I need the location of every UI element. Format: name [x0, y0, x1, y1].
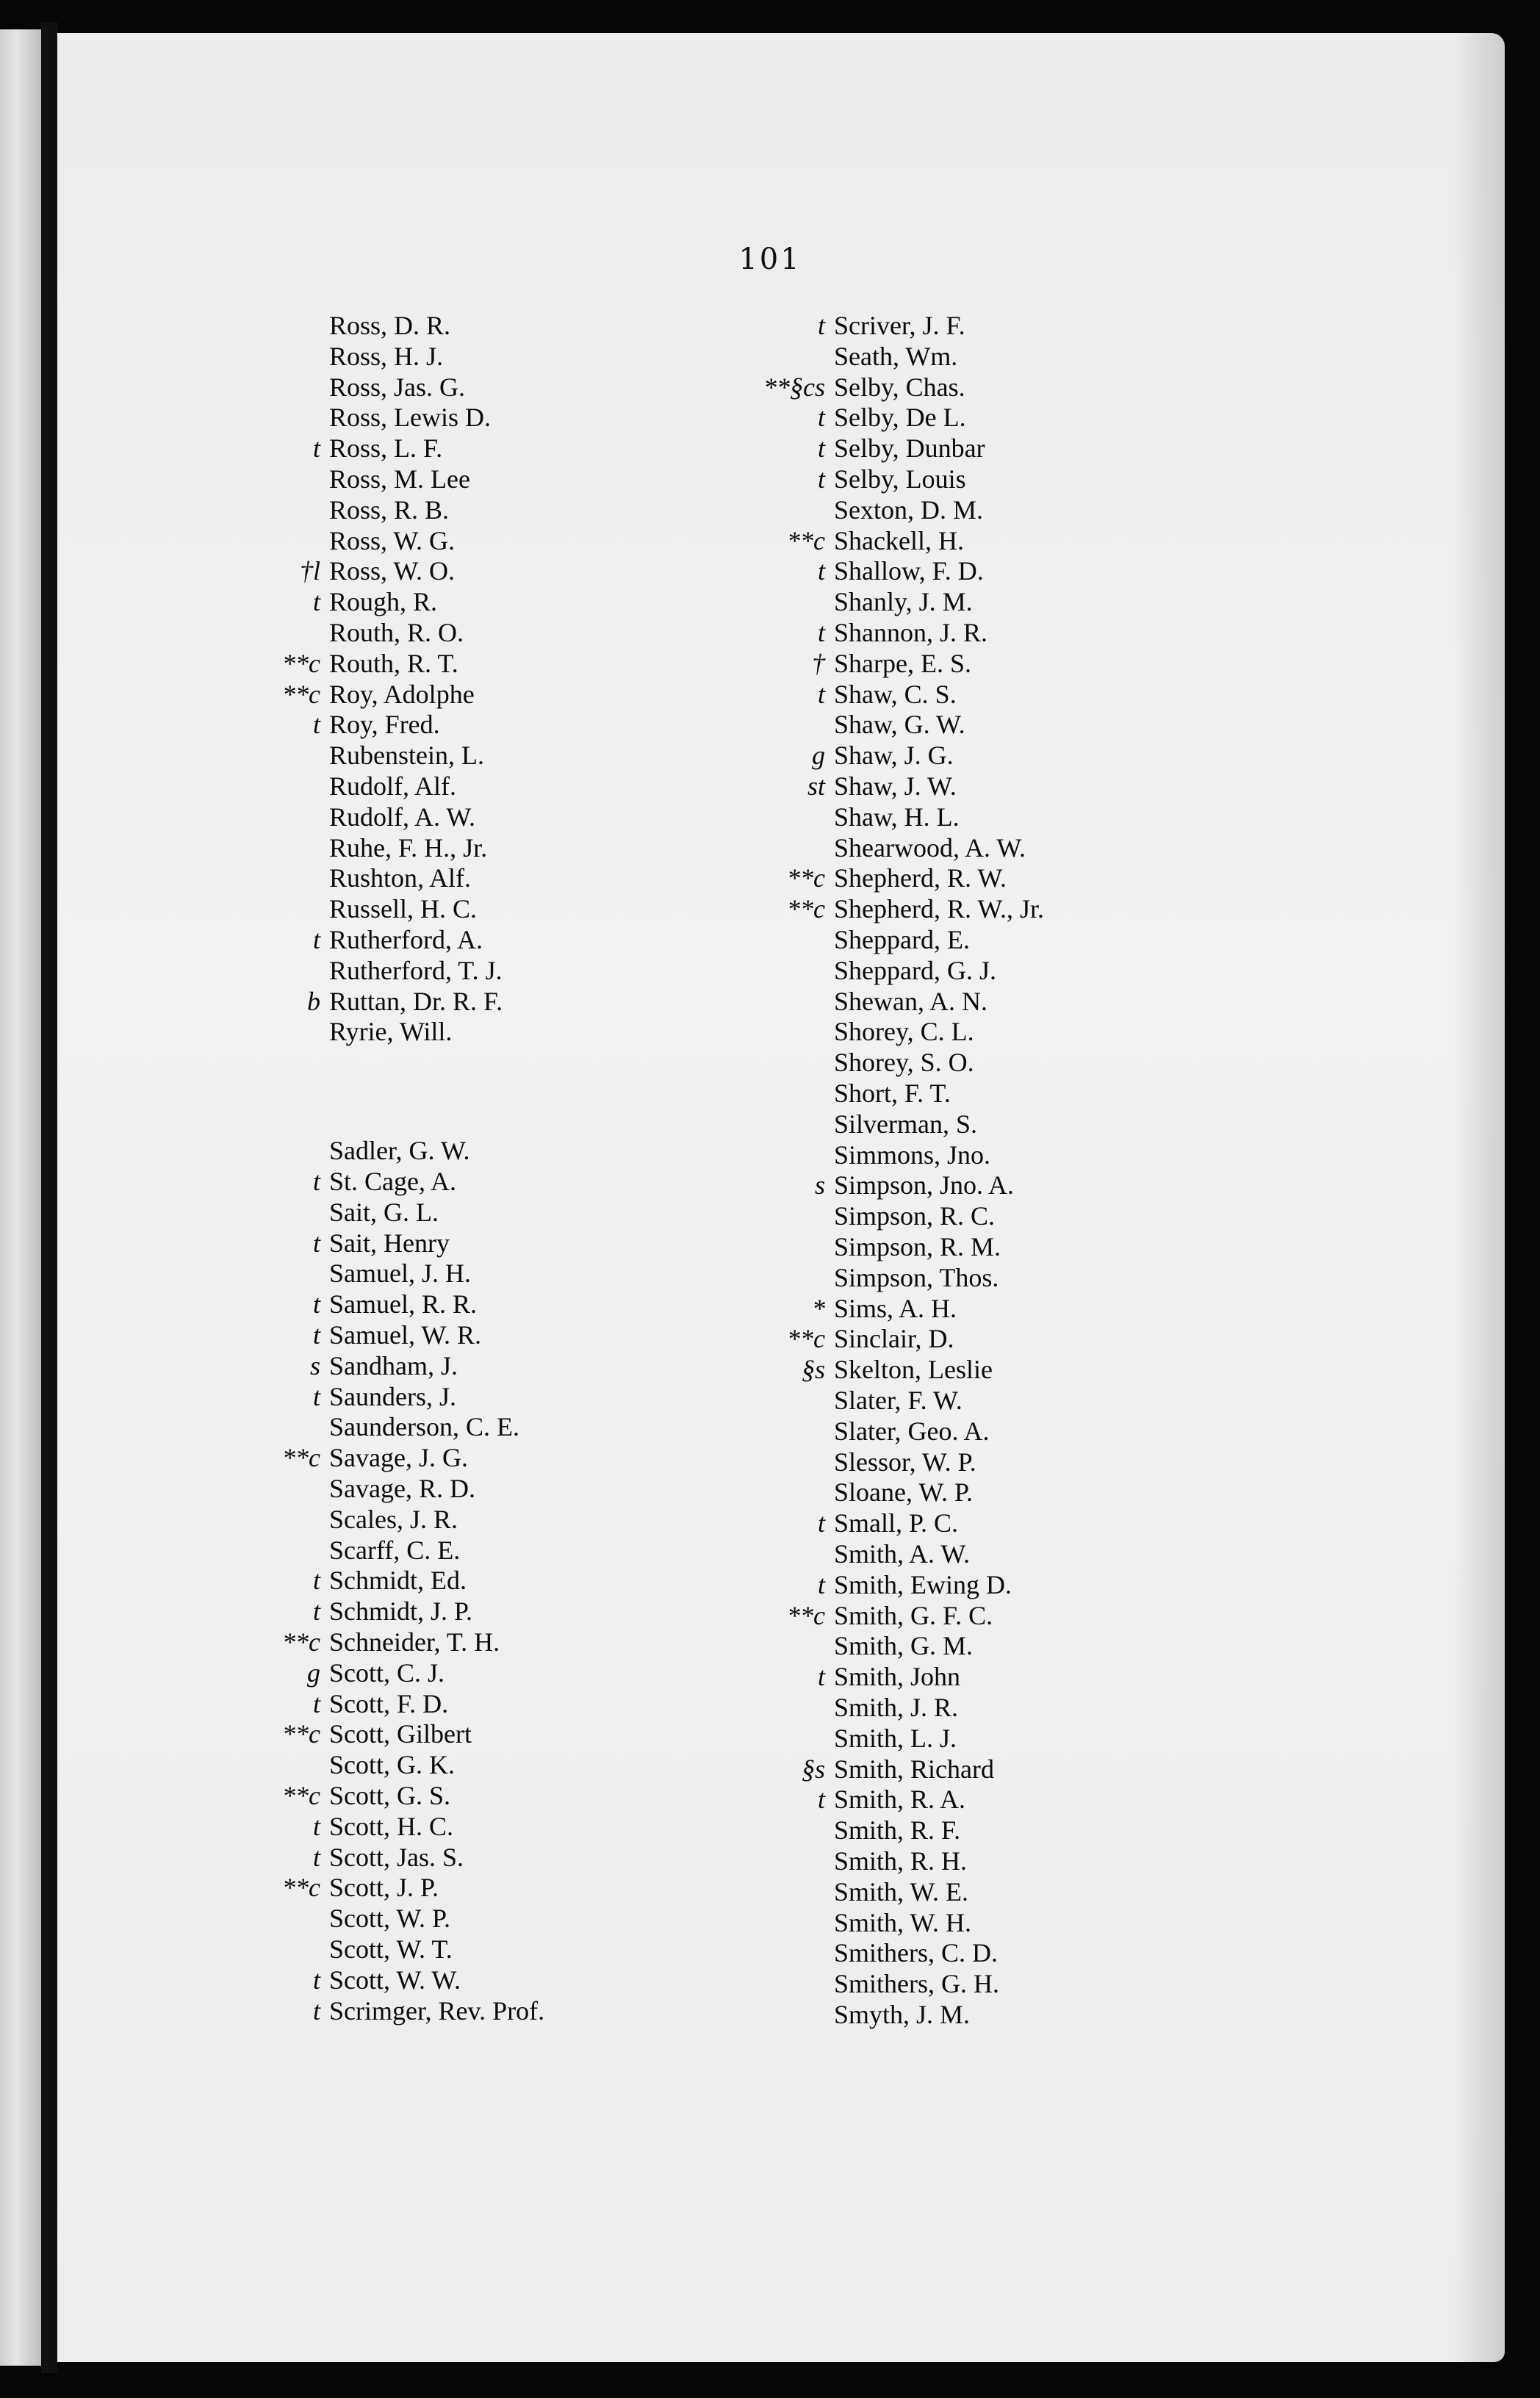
entry-mark: t: [312, 1167, 320, 1196]
list-item: [197, 771, 456, 802]
entry-mark: §s: [801, 1355, 825, 1385]
list-item: [197, 1319, 481, 1350]
entry-mark: t: [312, 1842, 320, 1872]
list-item: [702, 648, 971, 679]
entry-mark: **c: [282, 1873, 320, 1903]
list-item: [702, 1293, 957, 1324]
entry-mark: t: [312, 1289, 320, 1319]
list-item: [702, 1538, 970, 1569]
list-item: [197, 955, 503, 986]
list-item: [197, 893, 477, 924]
entry-name: Ross, D. R.: [329, 311, 451, 340]
list-item: [702, 1692, 958, 1723]
list-item: [702, 986, 987, 1017]
entry-name: Ryrie, Will.: [329, 1017, 453, 1047]
list-item: [197, 1718, 472, 1749]
entry-name: Smith, W. H.: [834, 1907, 972, 1937]
entry-name: Silverman, S.: [834, 1109, 977, 1139]
entry-mark: t: [312, 925, 320, 954]
list-item: [702, 1600, 993, 1631]
entry-mark: t: [312, 1811, 320, 1841]
entry-name: Rough, R.: [329, 587, 438, 617]
entry-mark: t: [312, 433, 320, 464]
entry-name: Sandham, J.: [329, 1350, 458, 1380]
entry-mark: t: [312, 1381, 320, 1411]
list-item: [702, 1569, 1012, 1600]
entry-name: Slessor, W. P.: [834, 1447, 976, 1477]
entry-mark: t: [312, 587, 320, 617]
entry-name: Scarff, C. E.: [329, 1535, 461, 1565]
entry-name: Shorey, C. L.: [834, 1017, 974, 1047]
entry-name: Roy, Fred.: [329, 710, 440, 740]
entry-mark: t: [312, 1596, 320, 1627]
entry-name: Routh, R. T.: [329, 648, 458, 678]
entry-mark: *: [812, 1293, 825, 1323]
list-item: [197, 1016, 452, 1047]
entry-name: Ross, R. B.: [329, 494, 450, 525]
list-item: [702, 1723, 957, 1754]
entry-name: Rubenstein, L.: [329, 741, 484, 771]
entry-mark: t: [312, 1965, 320, 1995]
list-item: [702, 1937, 998, 1968]
entry-name: Schmidt, J. P.: [329, 1596, 473, 1627]
list-item: [197, 1565, 467, 1596]
list-item: [197, 1903, 450, 1934]
entry-name: Shorey, S. O.: [834, 1048, 974, 1078]
list-item: [702, 1200, 995, 1231]
entry-name: Sexton, D. M.: [834, 494, 984, 525]
entry-name: Selby, Chas.: [834, 372, 965, 402]
entry-name: Saunders, J.: [329, 1381, 456, 1411]
entry-name: Simpson, Thos.: [834, 1262, 999, 1292]
list-item: [197, 1350, 458, 1381]
list-item: [702, 955, 996, 986]
list-item: [197, 617, 464, 648]
list-item: [702, 1508, 958, 1538]
entry-name: Sharpe, E. S.: [834, 648, 971, 678]
entry-name: Rushton, Alf.: [329, 863, 472, 893]
entry-name: Scott, Jas. S.: [329, 1842, 464, 1872]
list-item: [702, 310, 965, 341]
list-item: [702, 1047, 974, 1078]
entry-name: Shallow, F. D.: [834, 556, 984, 586]
list-item: [702, 1078, 951, 1109]
list-item: [702, 709, 965, 740]
list-item: [197, 433, 442, 464]
entry-name: Shaw, J. G.: [834, 741, 954, 771]
entry-mark: t: [817, 464, 825, 494]
entry-name: Short, F. T.: [834, 1079, 951, 1108]
list-item: [702, 1231, 1001, 1262]
entry-name: Smith, W. E.: [834, 1876, 969, 1906]
entry-name: Ruhe, F. H., Jr.: [329, 832, 488, 863]
entry-name: Saunderson, C. E.: [329, 1412, 519, 1442]
list-item: [702, 494, 983, 525]
entry-mark: **§cs: [763, 372, 825, 402]
entry-name: Smith, G. F. C.: [834, 1600, 993, 1630]
entry-name: Small, P. C.: [834, 1508, 959, 1538]
entry-name: Smith, Richard: [834, 1754, 994, 1784]
entry-mark: t: [312, 1566, 320, 1596]
entry-mark: t: [817, 1785, 825, 1815]
list-item: [197, 1872, 439, 1903]
entry-name: Ruttan, Dr. R. F.: [329, 986, 503, 1016]
facing-page-edge: [0, 29, 41, 2366]
entry-name: Smith, L. J.: [834, 1723, 957, 1753]
entry-name: Smith, J. R.: [834, 1693, 959, 1722]
entry-mark: **c: [787, 894, 825, 924]
list-item: [702, 1385, 962, 1416]
entry-mark: t: [817, 1662, 825, 1692]
entry-name: Ross, L. F.: [329, 433, 443, 464]
entry-name: Rudolf, Alf.: [329, 771, 457, 801]
list-item: [197, 1535, 460, 1566]
entry-name: Scales, J. R.: [329, 1504, 458, 1534]
entry-name: Ross, Lewis D.: [329, 403, 492, 433]
list-item: [702, 1323, 954, 1354]
entry-name: Selby, Louis: [834, 464, 966, 494]
entry-mark: †l: [299, 556, 320, 586]
entry-name: Scott, W. W.: [329, 1965, 461, 1995]
list-item: [702, 1661, 960, 1692]
entry-name: Scott, G. K.: [329, 1750, 455, 1780]
entry-name: Rudolf, A. W.: [329, 802, 476, 832]
entry-mark: t: [817, 679, 825, 709]
list-item: [702, 1109, 977, 1139]
list-item: [197, 1166, 456, 1197]
list-item: [197, 863, 471, 893]
entry-name: Scriver, J. F.: [834, 311, 965, 340]
list-item: [197, 1965, 461, 1995]
entry-mark: t: [312, 1320, 320, 1350]
list-item: [197, 740, 484, 771]
entry-name: Sadler, G. W.: [329, 1136, 470, 1166]
entry-mark: **c: [282, 1627, 320, 1657]
entry-name: Smith, G. M.: [834, 1631, 974, 1661]
entry-name: Russell, H. C.: [329, 894, 478, 924]
list-item: [702, 679, 957, 710]
book-spine-gap: [41, 22, 57, 2373]
list-item: [702, 1016, 974, 1047]
list-item: [702, 1968, 999, 1999]
list-item: [702, 617, 987, 648]
list-item: [197, 709, 440, 740]
entry-mark: **c: [787, 863, 825, 893]
entry-name: Ross, H. J.: [329, 341, 444, 371]
entry-mark: t: [312, 1995, 320, 2026]
entry-name: Scott, H. C.: [329, 1811, 454, 1841]
list-item: [702, 1170, 1014, 1200]
entry-name: Smith, R. A.: [834, 1785, 966, 1815]
entry-name: Smith, R. H.: [834, 1846, 968, 1876]
entry-mark: **c: [787, 1600, 825, 1630]
entry-mark: g: [307, 1657, 320, 1688]
entry-name: Sinclair, D.: [834, 1324, 954, 1354]
entry-mark: **c: [282, 648, 320, 678]
list-item: [197, 1596, 472, 1627]
list-item: [702, 555, 984, 586]
list-item: [197, 802, 475, 832]
list-item: [702, 1139, 990, 1170]
entry-name: Smith, John: [834, 1662, 961, 1692]
list-item: [197, 1258, 471, 1289]
list-item: [197, 1228, 450, 1259]
list-item: [702, 771, 957, 802]
entry-name: Ross, W. G.: [329, 525, 456, 555]
entry-name: Shanly, J. M.: [834, 587, 973, 617]
entry-name: Shackell, H.: [834, 525, 964, 555]
list-item: [197, 1842, 464, 1873]
entry-name: Sheppard, G. J.: [834, 955, 996, 985]
list-item: [702, 525, 964, 556]
entry-name: Smith, A. W.: [834, 1539, 971, 1569]
list-item: [702, 832, 1026, 863]
list-item: [702, 586, 973, 617]
list-item: [197, 1504, 458, 1535]
entry-mark: **c: [282, 1443, 320, 1473]
entry-name: Smyth, J. M.: [834, 2000, 971, 2029]
entry-name: Smith, R. F.: [834, 1815, 961, 1846]
list-item: [197, 1411, 519, 1442]
entry-mark: t: [817, 403, 825, 433]
entry-name: Simpson, R. C.: [834, 1201, 996, 1231]
page-edge-shadow: [1453, 33, 1505, 2362]
entry-mark: §s: [801, 1754, 825, 1784]
list-item: [702, 1784, 965, 1815]
list-item: [197, 832, 487, 863]
list-item: [197, 341, 443, 372]
entry-mark: t: [312, 1688, 320, 1718]
list-item: [702, 1630, 973, 1661]
list-item: [702, 464, 966, 494]
list-item: [702, 1262, 999, 1293]
entry-name: Schneider, T. H.: [329, 1627, 500, 1657]
list-item: [197, 924, 483, 955]
entry-name: Selby, Dunbar: [834, 433, 985, 464]
entry-name: Sait, Henry: [329, 1228, 450, 1258]
list-item: [197, 1197, 439, 1228]
entry-mark: **c: [282, 679, 320, 709]
entry-name: Seath, Wm.: [834, 341, 958, 371]
list-item: [197, 1780, 450, 1811]
entry-name: Smith, Ewing D.: [834, 1569, 1012, 1599]
entry-name: Sait, G. L.: [329, 1197, 439, 1227]
list-item: [702, 802, 960, 832]
entry-name: Shepherd, R. W., Jr.: [834, 894, 1045, 924]
entry-name: Scott, J. P.: [329, 1873, 439, 1903]
entry-name: Shaw, G. W.: [834, 710, 965, 740]
entry-name: Shannon, J. R.: [834, 618, 988, 647]
list-item: [702, 1754, 994, 1785]
list-item: [197, 986, 503, 1017]
entry-name: Skelton, Leslie: [834, 1355, 993, 1385]
entry-mark: t: [817, 311, 825, 340]
entry-name: Scott, W. P.: [329, 1904, 451, 1934]
entry-name: Shaw, J. W.: [834, 771, 957, 801]
list-item: [197, 1657, 445, 1688]
entry-name: Smithers, C. D.: [834, 1938, 999, 1968]
entry-name: Slater, Geo. A.: [834, 1416, 990, 1446]
entry-name: Samuel, R. R.: [329, 1289, 478, 1319]
list-item: [197, 1381, 456, 1412]
list-item: [197, 372, 465, 403]
entry-name: Samuel, J. H.: [329, 1259, 471, 1289]
entry-mark: t: [817, 556, 825, 586]
entry-name: Shaw, C. S.: [834, 679, 957, 709]
list-item: [702, 1907, 971, 1938]
entry-mark: t: [817, 1569, 825, 1599]
entry-name: Sims, A. H.: [834, 1293, 957, 1323]
list-item: [197, 1934, 453, 1965]
list-item: [702, 893, 1044, 924]
list-item: [197, 1289, 477, 1319]
list-item: [197, 310, 450, 341]
list-item: [702, 1846, 967, 1876]
entry-mark: †: [812, 648, 825, 678]
list-item: [197, 1688, 448, 1719]
list-item: [197, 1135, 470, 1166]
entry-mark: t: [817, 1508, 825, 1538]
list-item: [702, 402, 966, 433]
entry-name: St. Cage, A.: [329, 1167, 457, 1196]
list-item: [197, 1473, 475, 1504]
entry-name: Smithers, G. H.: [834, 1969, 999, 1999]
entry-name: Routh, R. O.: [329, 618, 464, 647]
list-item: [702, 1447, 976, 1477]
entry-name: Ross, Jas. G.: [329, 372, 466, 402]
list-item: [702, 740, 954, 771]
list-item: [197, 1811, 453, 1842]
entry-name: Rutherford, A.: [329, 925, 483, 954]
entry-name: Scott, Gilbert: [329, 1719, 472, 1749]
entry-name: Simmons, Jno.: [834, 1139, 991, 1170]
entry-name: Shaw, H. L.: [834, 802, 960, 832]
list-item: [702, 1815, 960, 1846]
entry-mark: st: [807, 771, 825, 801]
list-item: [197, 555, 455, 586]
entry-name: Selby, De L.: [834, 403, 966, 433]
list-item: [197, 1749, 455, 1780]
entry-name: Ross, W. O.: [329, 556, 456, 586]
entry-name: Scott, C. J.: [329, 1657, 445, 1688]
list-item: [702, 1876, 968, 1907]
list-item: [197, 586, 437, 617]
entry-name: Shearwood, A. W.: [834, 832, 1026, 863]
list-item: [197, 648, 458, 679]
list-item: [702, 1999, 970, 2030]
entry-mark: s: [309, 1350, 320, 1380]
entry-mark: t: [312, 710, 320, 740]
entry-mark: t: [817, 433, 825, 464]
entry-mark: g: [812, 741, 825, 771]
entry-mark: b: [307, 986, 320, 1016]
list-item: [702, 372, 965, 403]
entry-mark: s: [814, 1170, 825, 1200]
entry-name: Ross, M. Lee: [329, 464, 470, 494]
entry-name: Sheppard, E.: [834, 925, 970, 954]
entry-mark: t: [817, 618, 825, 647]
entry-name: Shewan, A. N.: [834, 986, 987, 1016]
list-item: [197, 494, 449, 525]
entry-name: Sloane, W. P.: [834, 1477, 974, 1508]
entry-name: Savage, R. D.: [329, 1474, 475, 1503]
entry-name: Roy, Adolphe: [329, 679, 475, 709]
entry-name: Scott, G. S.: [329, 1781, 451, 1810]
entry-name: Simpson, Jno. A.: [834, 1170, 1015, 1200]
list-item: [197, 1995, 544, 2026]
entry-name: Savage, J. G.: [329, 1443, 468, 1473]
list-item: [702, 341, 957, 372]
entry-name: Scott, W. T.: [329, 1934, 453, 1964]
list-item: [702, 433, 985, 464]
list-item: [702, 1477, 973, 1508]
list-item: [197, 1627, 500, 1657]
list-item: [197, 464, 470, 494]
entry-name: Shepherd, R. W.: [834, 863, 1007, 893]
entry-name: Slater, F. W.: [834, 1386, 962, 1415]
entry-mark: t: [312, 1228, 320, 1258]
list-item: [197, 525, 455, 556]
list-item: [702, 1354, 993, 1385]
page-number: 101: [738, 242, 802, 276]
entry-mark: **c: [787, 1324, 825, 1354]
list-item: [702, 924, 970, 955]
entry-mark: **c: [282, 1781, 320, 1810]
list-item: [702, 863, 1007, 893]
entry-mark: **c: [787, 525, 825, 555]
entry-name: Samuel, W. R.: [329, 1320, 482, 1350]
entry-name: Schmidt, Ed.: [329, 1566, 467, 1596]
list-item: [197, 679, 475, 710]
entry-name: Simpson, R. M.: [834, 1232, 1001, 1261]
entry-mark: **c: [282, 1719, 320, 1749]
list-item: [197, 402, 491, 433]
entry-name: Rutherford, T. J.: [329, 955, 503, 985]
list-item: [702, 1416, 990, 1447]
entry-name: Scrimger, Rev. Prof.: [329, 1995, 545, 2026]
entry-name: Scott, F. D.: [329, 1688, 449, 1718]
list-item: [197, 1442, 468, 1473]
